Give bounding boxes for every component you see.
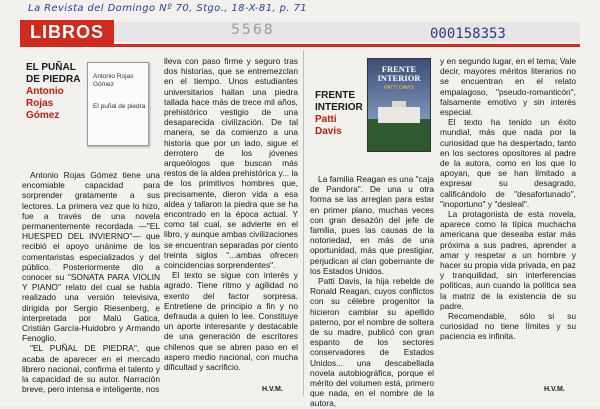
review2-book-cover bbox=[367, 58, 431, 152]
review1-column-2 bbox=[164, 56, 298, 372]
pencil-number: 5568 bbox=[231, 22, 275, 38]
archive-handwriting: La Revista del Domingo Nº 70, Stgo., 18-X-81, p. 71 bbox=[28, 3, 308, 14]
review2-signature: H.V.M. bbox=[544, 386, 565, 393]
section-title: LIBROS bbox=[20, 20, 114, 44]
review2-paragraph: La protagonista de esta novela, aparece como la típica muchacha americana que deseaba estar más próxima a sus padres, aprender a amar y respetar a un hombre y hacer su propia vida privada, en paz y tranquilidad, sin interferencias políticas, aun cuando la política sea la matriz de la existencia de su padre. bbox=[440, 209, 576, 311]
review1-paragraph: lleva con paso firme y seguro tras dos historias, que se entremezclan en el tiempo. Unos estudiantes universitarios hallan una piedra tallada hace más de trece mil años, prehistórico vestigio de una desaparecida civilización. De tal manera, se da comienzo a una historia que por un lado, sigue el derrotero de los jóvenes arqueólogos que buscan más restos de la aldea prehistórica y... la de los primitivos hombres que, precisamente, dieron vida a esa aldea y tallaron la piedra que se ha encontrado en la época actual. Y como tal cual, se advierte en el libro, y aunque ambas civilizaciones se encuentran separadas por ciento treinta siglos "...ambas ofrecen coincidencias sorprendentes". bbox=[164, 56, 298, 271]
review2-paragraph: El texto ha tenido un éxito mundial, más que nada por la curiosidad que ha despertado, tanto en los sectores opositores al padre de la autora, como en los que lo apoyan, que se han limitado a expresar su desagrado, calificándolo de "desafortunado", "inoportuno" y "desleal". bbox=[440, 117, 576, 209]
review2-column-4 bbox=[440, 56, 576, 342]
review1-book-cover bbox=[87, 62, 149, 146]
review1-heading bbox=[26, 62, 82, 122]
review1-column-1 bbox=[22, 170, 160, 394]
review1-cover-title: El puñal de piedra bbox=[93, 103, 146, 110]
review2-paragraph: Patti Davis, la hija rebelde de Ronald Reagan, cuyos conflictos con su célebre progenitor la hicieron cambiar su apellido paterno, por el nombre de soltera de su madre, publicó con gran espanto de los sectores conservadores de Estados Unidos... una descabellada novela autobiográfica, porque el mérito del volumen está, primero que nada, en el nombre de la autora, bbox=[310, 276, 434, 409]
review1-cover-author: Antonio Rojas Gómez bbox=[93, 73, 134, 88]
review1-signature: H.V.M. bbox=[262, 386, 283, 393]
review1-title: EL PUÑAL DE PIEDRA bbox=[26, 62, 81, 85]
header-rule bbox=[20, 44, 580, 47]
review2-cover-title: FRENTE INTERIOR bbox=[377, 64, 421, 83]
review1-paragraph: "EL PUÑAL DE PIEDRA", que acaba de aparecer en el mercado librero nacional, confirma el talento y la capacidad de su autor. Narración breve, pero intensa e inteligente, nos bbox=[22, 343, 160, 395]
review2-cover-author: PATTI DAVIS bbox=[384, 85, 414, 91]
review2-author: Patti Davis bbox=[315, 114, 342, 137]
column-divider bbox=[303, 50, 304, 396]
review1-author: Antonio Rojas Gómez bbox=[26, 86, 64, 121]
review2-paragraph: Recomendable, sólo si su curiosidad no tiene límites y su paciencia es infinita. bbox=[440, 311, 576, 342]
review2-column-3 bbox=[310, 174, 434, 409]
review2-paragraph: La familia Reagan es una "caja de Pandora". De una u otra forma se las arreglan para estar en primer plano, muchas veces con gran desazón del jefe de familia, pues las causas de la notoriedad, en más de una oportunidad, más que prestigiar, perjudican al clan gobernante de los Estados Unidos. bbox=[310, 174, 434, 276]
review2-title: FRENTE INTERIOR bbox=[315, 90, 363, 113]
review2-paragraph: y en segundo lugar, en el tema; Vale decir, mayores méritos literarios no se encuentran en el relato empalagoso, "pseudo-romanticón", falsamente emotivo y sin interés especial. bbox=[440, 56, 576, 118]
review2-heading bbox=[315, 90, 365, 138]
review1-paragraph: El texto se sigue con interés y agrado. Tiene ritmo y agilidad no exento del factor sorpresa. Entretiene de principio a fin y no defrauda a quien lo lee. Constituye un aporte interesante y destacable de una generación de escritores chilenos que se abren paso en el aspero medio nacional, con mucha dificultad y sacrificio. bbox=[164, 270, 298, 373]
review1-paragraph: Antonio Rojas Gómez tiene una encomiable capacidad para sorprender gratamente a sus lectores. La primera vez que lo hizo, fue a través de una novela permanentemente recordada —"EL HUESPED DEL INVIERNO"— que recibió el apoyo unánime de los comentaristas especializados y del público. Posteriormente dio a conocer su "SONATA PARA VIOLIN Y PIANO" relato del cual se habla realizado una versión televisiva, dirigida por Sergio Riesenberg, e interpretada por Malú Gatica, Cristián García-Huidobro y Armando Fenoglio. bbox=[22, 170, 160, 344]
catalog-id-stamp: 000158353 bbox=[430, 26, 506, 42]
